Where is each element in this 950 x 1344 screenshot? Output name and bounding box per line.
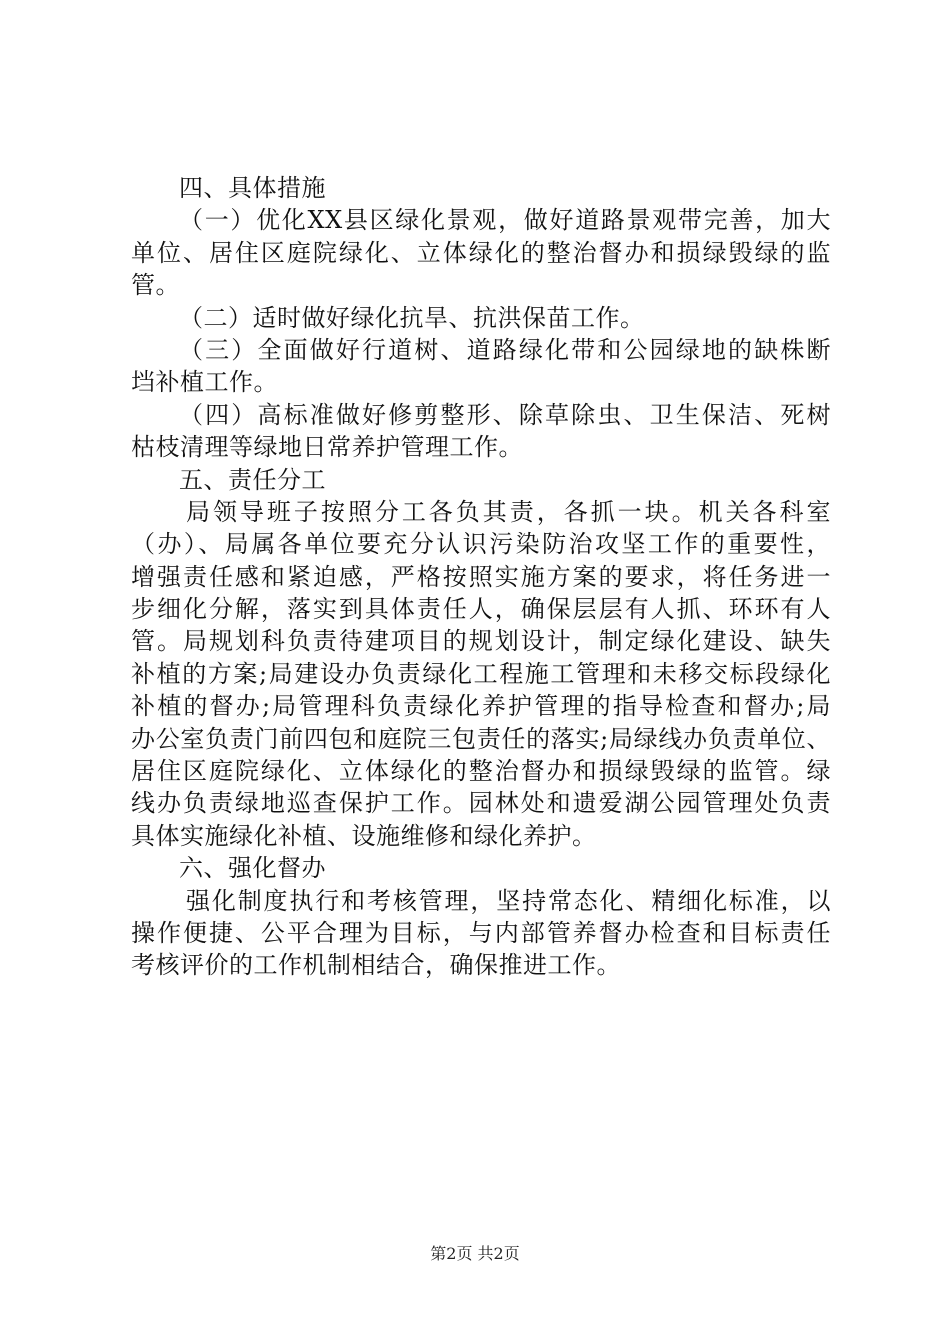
paragraph-line: 局领导班子按照分工各负其责，各抓一块。机关各科室 [186, 497, 831, 526]
paragraph-line: 垱补植工作。 [131, 368, 278, 397]
section-heading-responsibilities: 五、责任分工 [179, 465, 326, 494]
document-body [131, 172, 831, 982]
section-heading-measures: 四、具体措施 [179, 174, 326, 202]
paragraph-line: 补植的方案;局建设办负责绿化工程施工管理和未移交标段绿化 [131, 659, 831, 688]
paragraph-line: 办公室负责门前四包和庭院三包责任的落实;局绿线办负责单位、 [131, 724, 831, 753]
paragraph-line: （二）适时做好绿化抗旱、抗洪保苗工作。 [179, 303, 645, 332]
paragraph-line: （办）、局属各单位要充分认识污染防治攻坚工作的重要性， [131, 530, 831, 559]
paragraph-line: 操作便捷、公平合理为目标，与内部管养督办检查和目标责任 [131, 918, 831, 947]
paragraph-line: 线办负责绿地巡查保护工作。园林处和遗爱湖公园管理处负责 [131, 789, 831, 818]
page-footer: 第2页 共2页 [430, 1244, 520, 1263]
paragraph-line: 考核评价的工作机制相结合，确保推进工作。 [131, 951, 621, 980]
paragraph-line: 补植的督办;局管理科负责绿化养护管理的指导检查和督办;局 [131, 692, 831, 721]
paragraph-line: （三）全面做好行道树、道路绿化带和公园绿地的缺株断 [179, 335, 831, 364]
section-heading-supervision: 六、强化督办 [179, 854, 326, 883]
paragraph-line: 单位、居住区庭院绿化、立体绿化的整治督办和损绿毁绿的监 [131, 238, 831, 267]
paragraph-line: 步细化分解，落实到具体责任人，确保层层有人抓、环环有人 [131, 595, 831, 624]
paragraph-line: （四）高标准做好修剪整形、除草除虫、卫生保洁、死树 [179, 400, 831, 429]
paragraph-line: 增强责任感和紧迫感，严格按照实施方案的要求，将任务进一 [131, 562, 831, 591]
paragraph-line: 强化制度执行和考核管理，坚持常态化、精细化标准，以 [186, 886, 831, 915]
paragraph-line: （一）优化XX县区绿化景观，做好道路景观带完善，加大 [179, 206, 831, 235]
paragraph-line: 管。 [131, 271, 180, 300]
paragraph-line: 具体实施绿化补植、设施维修和绿化养护。 [131, 821, 597, 850]
paragraph-line: 枯枝清理等绿地日常养护管理工作。 [131, 433, 523, 462]
paragraph-line: 管。局规划科负责待建项目的规划设计，制定绿化建设、缺失 [131, 627, 831, 656]
paragraph-line: 居住区庭院绿化、立体绿化的整治督办和损绿毁绿的监管。绿 [131, 757, 831, 786]
